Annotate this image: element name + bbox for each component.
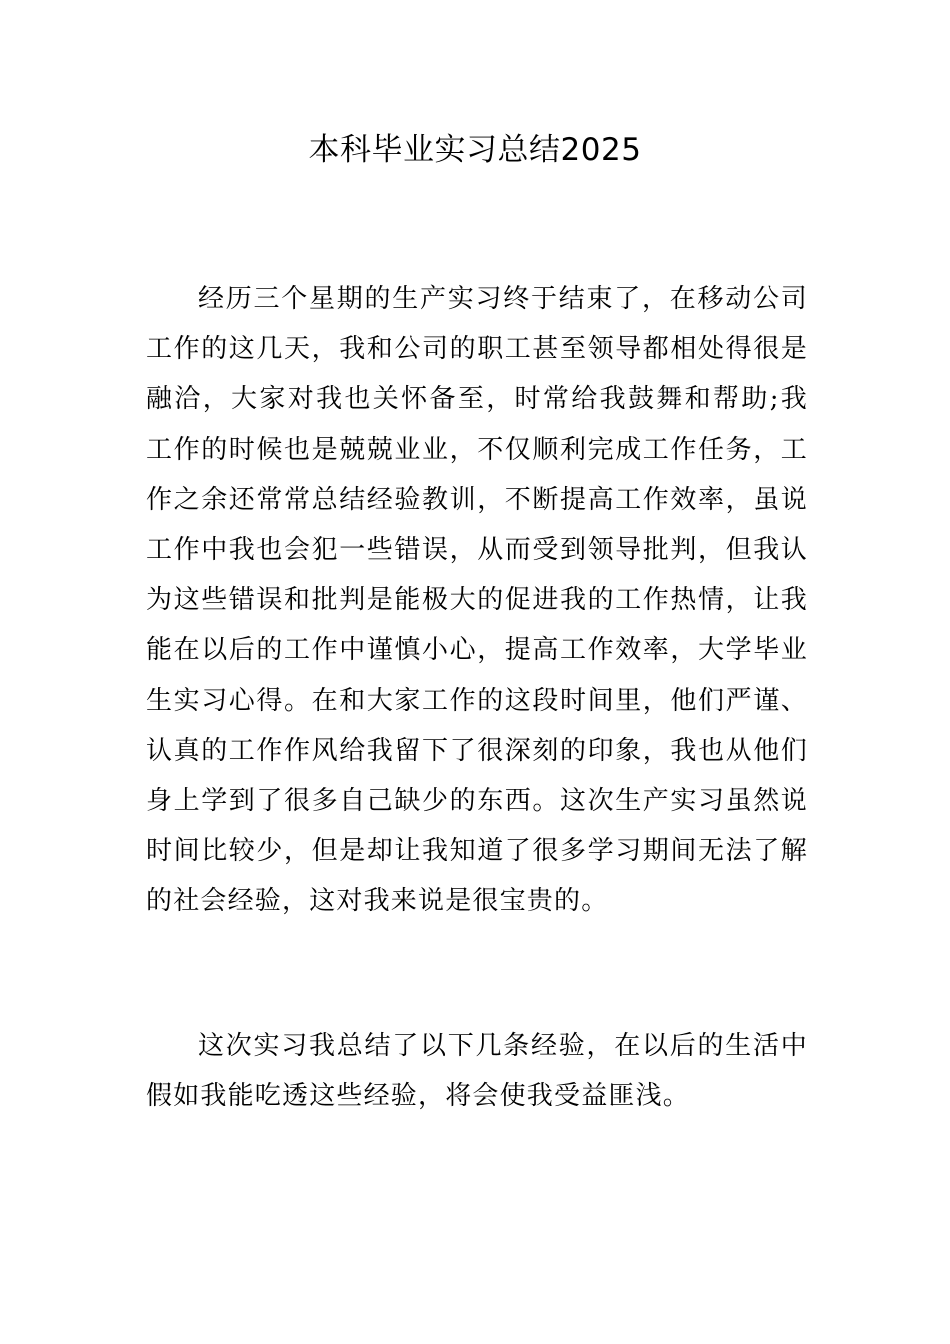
- paragraph-lessons-summary: 这次实习我总结了以下几条经验，在以后的生活中假如我能吃透这些经验，将会使我受益匪浅。: [146, 1031, 808, 1112]
- document-title: 本科毕业实习总结2025: [308, 132, 642, 168]
- paragraph-internship-experience: 经历三个星期的生产实习终于结束了，在移动公司工作的这几天，我和公司的职工甚至领导都相处得很是融洽，大家对我也关怀备至，时常给我鼓舞和帮助;我工作的时候也是兢兢业业，不仅顺利完成工作任务，工作之余还常常总结经验教训，不断提高工作效率，虽说工作中我也会犯一些错误，从而受到领导批判，但我认为这些错误和批判是能极大的促进我的工作热情，让我能在以后的工作中谨慎小心，提高工作效率，大学毕业生实习心得。在和大家工作的这段时间里，他们严谨、认真的工作作风给我留下了很深刻的印象，我也从他们身上学到了很多自己缺少的东西。这次生产实习虽然说时间比较少，但是却让我知道了很多学习期间无法了解的社会经验，这对我来说是很宝贵的。: [146, 284, 808, 917]
